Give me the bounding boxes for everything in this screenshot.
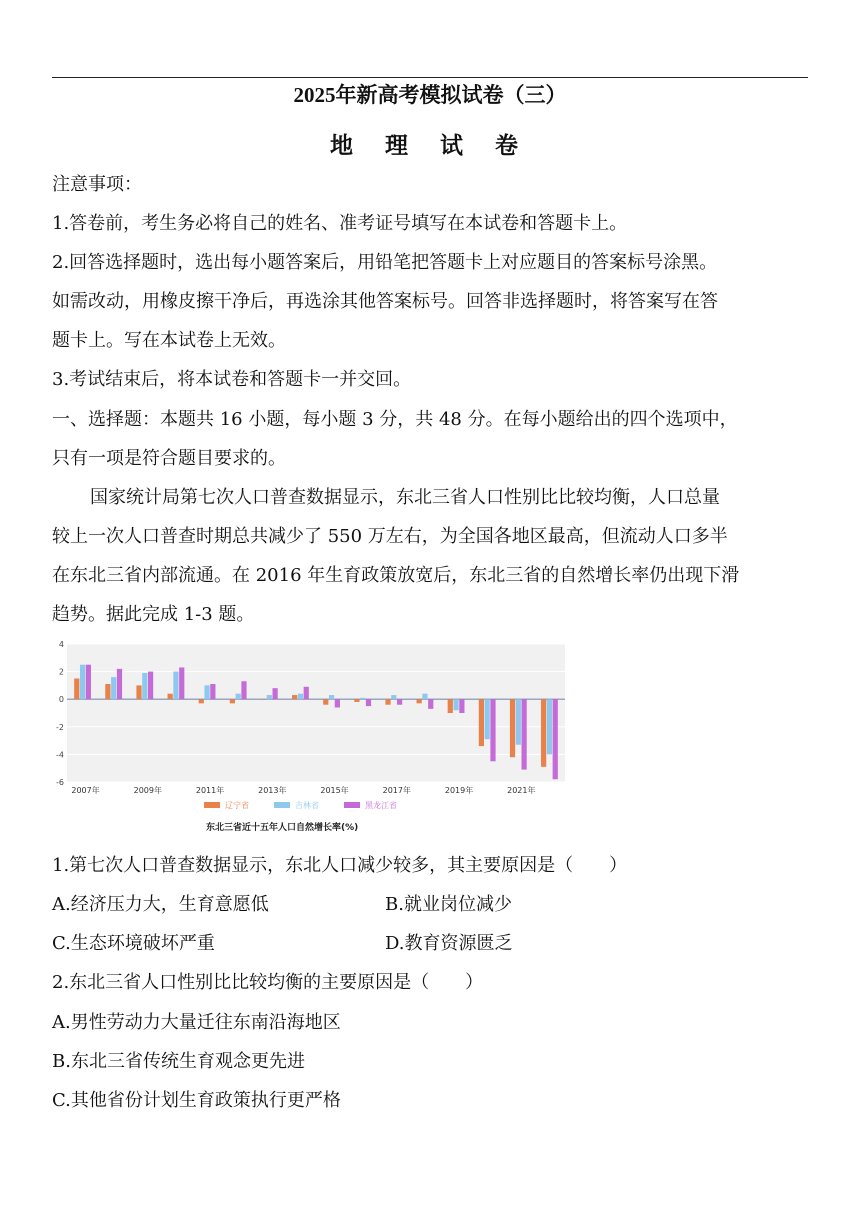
subject-title: 地 理 试 卷 [329, 133, 531, 159]
bar [236, 694, 241, 700]
legend-swatch [274, 802, 290, 808]
question-2-option-a: A.男性劳动力大量迁往东南沿海地区 [52, 1012, 341, 1033]
bar [329, 695, 334, 699]
bar [422, 694, 427, 700]
x-tick-label: 2009年 [133, 786, 162, 795]
legend-label: 黑龙江省 [365, 801, 397, 810]
bar [479, 699, 484, 746]
notice-line-5: 3.考试结束后，将本试卷和答题卡一并交回。 [52, 369, 412, 390]
question-1-option-c: C.生态环境破坏严重 [52, 933, 215, 954]
bar [453, 699, 458, 710]
bar [136, 685, 141, 699]
bar [105, 684, 110, 699]
bar [360, 698, 365, 699]
legend-swatch [344, 802, 360, 808]
question-1-option-a: A.经济压力大，生育意愿低 [52, 894, 269, 915]
passage-line-4: 趋势。据此完成 1-3 题。 [52, 604, 255, 625]
bar [173, 672, 178, 700]
x-tick-label: 2017年 [382, 786, 411, 795]
question-1-option-b: B.就业岗位减少 [385, 894, 512, 915]
bar [86, 665, 91, 700]
bar [273, 688, 278, 699]
bar [204, 685, 209, 699]
y-tick-label: -6 [56, 778, 64, 787]
passage-line-3: 在东北三省内部流通。在 2016 年生育政策放宽后，东北三省的自然增长率仍出现下滑 [52, 565, 740, 586]
bar [142, 673, 147, 699]
bar [111, 677, 116, 699]
section-heading-line-2: 只有一项是符合题目要求的。 [52, 448, 286, 469]
bar [516, 699, 521, 745]
bar [230, 699, 235, 703]
bar [304, 687, 309, 699]
notice-line-1: 1.答卷前，考生务必将自己的姓名、准考证号填写在本试卷和答题卡上。 [52, 213, 628, 234]
bar [148, 672, 153, 700]
bar [397, 699, 402, 705]
bar [385, 699, 390, 705]
x-tick-label: 2019年 [444, 786, 474, 795]
bar [541, 699, 546, 767]
bar [323, 699, 328, 705]
legend-label: 吉林省 [295, 801, 319, 810]
exam-title: 2025年新高考模拟试卷（三） [293, 83, 567, 107]
bar [74, 679, 79, 700]
notice-line-4: 题卡上。写在本试卷上无效。 [52, 330, 286, 351]
x-tick-label: 2021年 [507, 786, 536, 795]
x-tick-label: 2015年 [320, 786, 349, 795]
x-tick-label: 2011年 [195, 786, 225, 795]
legend-label: 辽宁省 [225, 801, 249, 810]
bar [547, 699, 552, 754]
bar [267, 695, 272, 699]
bar [354, 699, 359, 702]
passage-line-1: 国家统计局第七次人口普查数据显示，东北三省人口性别比比较均衡，人口总量 [90, 487, 720, 508]
notice-heading: 注意事项： [52, 174, 142, 195]
bar [459, 699, 464, 713]
bar [448, 699, 453, 713]
x-tick-label: 2013年 [258, 786, 287, 795]
plot-background [67, 644, 565, 782]
question-2-option-c: C.其他省份计划生育政策执行更严格 [52, 1090, 341, 1111]
section-heading-line-1: 一、选择题：本题共 16 小题，每小题 3 分，共 48 分。在每小题给出的四个选项中， [52, 409, 738, 430]
bar [485, 699, 490, 739]
y-tick-label: 0 [58, 695, 64, 705]
notice-line-2: 2.回答选择题时，选出每小题答案后，用铅笔把答题卡上对应题目的答案标号涂黑。 [52, 252, 718, 273]
bar [199, 699, 204, 703]
bar [117, 669, 122, 699]
header-rule [52, 77, 808, 78]
question-1-option-d: D.教育资源匮乏 [385, 933, 513, 954]
bar [292, 695, 297, 699]
question-2-stem: 2.东北三省人口性别比比较均衡的主要原因是（ ） [52, 972, 484, 993]
y-tick-label: -2 [56, 722, 64, 732]
population-growth-chart [52, 637, 572, 837]
bar [168, 694, 173, 700]
bar [179, 667, 184, 699]
bar [298, 694, 303, 700]
bar [80, 665, 85, 700]
bar [261, 699, 266, 700]
bar [391, 695, 396, 699]
notice-line-3: 如需改动，用橡皮擦干净后，再选涂其他答案标号。回答非选择题时，将答案写在答 [52, 291, 718, 312]
bar [210, 684, 215, 699]
x-tick-label: 2007年 [71, 786, 100, 795]
question-1-stem: 1.第七次人口普查数据显示，东北人口减少较多，其主要原因是（ ） [52, 855, 628, 876]
legend-swatch [204, 802, 220, 808]
bar [428, 699, 433, 709]
question-2-option-b: B.东北三省传统生育观念更先进 [52, 1051, 305, 1072]
passage-line-2: 较上一次人口普查时期总共减少了 550 万左右，为全国各地区最高，但流动人口多半 [52, 526, 728, 547]
bar [522, 699, 527, 769]
bar [366, 699, 371, 706]
y-tick-label: -4 [56, 750, 64, 760]
bar [553, 699, 558, 779]
bar [335, 699, 340, 707]
bar [510, 699, 515, 757]
y-tick-label: 4 [58, 640, 64, 649]
bar [417, 699, 422, 703]
bar [241, 681, 246, 699]
chart-title: 东北三省近十五年人口自然增长率(%) [206, 823, 359, 833]
bar [490, 699, 495, 761]
y-tick-label: 2 [58, 667, 64, 677]
